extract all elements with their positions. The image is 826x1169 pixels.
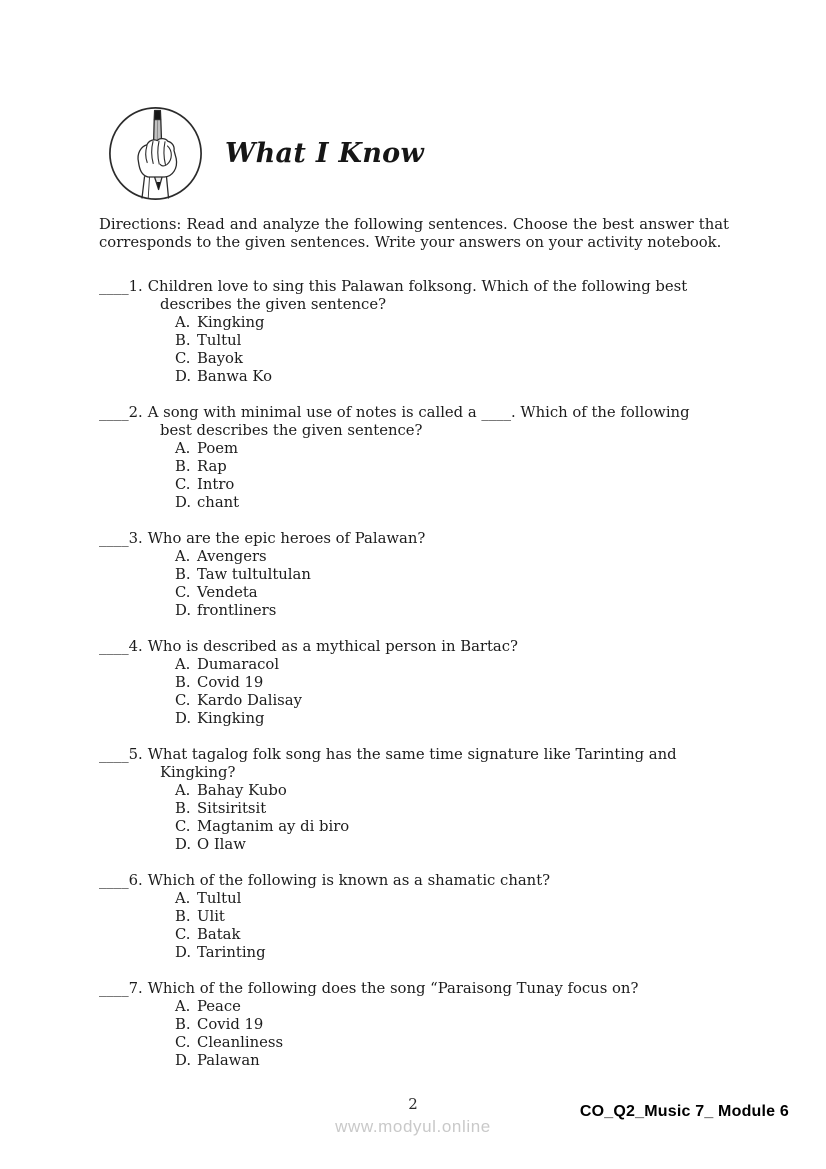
question-number: 5. [128,746,143,763]
option-letter: C. [175,692,191,709]
question-item [99,872,729,962]
option-row [99,944,729,962]
option-row [99,458,729,476]
question-text: Who are the epic heroes of Palawan? [147,530,426,547]
options-list [99,998,729,1070]
option-letter: D. [175,368,192,385]
option-text: Tarinting [197,944,266,961]
option-row [99,656,729,674]
options-list [99,548,729,620]
hand-pencil-graphic [108,106,203,201]
option-letter: B. [175,1016,191,1033]
option-row [99,692,729,710]
options-list [99,782,729,854]
page-number: 2 [408,1095,418,1113]
question-first-line [99,530,729,548]
option-row [99,350,729,368]
answer-blank: ____ [99,278,129,295]
option-row [99,476,729,494]
option-text: Bayok [197,350,243,367]
option-letter: A. [175,548,191,565]
question-first-line [99,746,729,764]
option-row [99,818,729,836]
option-text: Covid 19 [197,1016,264,1033]
option-text: Vendeta [197,584,258,601]
option-letter: D. [175,836,192,853]
option-row [99,332,729,350]
option-letter: C. [175,350,191,367]
options-list [99,656,729,728]
option-row [99,1052,729,1070]
option-letter: A. [175,998,191,1015]
question-first-line [99,872,729,890]
answer-blank: ____ [99,872,129,889]
directions-text-line2: corresponds to the given sentences. Write your answers on your activity notebook. [99,234,722,251]
option-text: Rap [197,458,227,475]
question-number: 2. [128,404,143,421]
option-letter: A. [175,782,191,799]
option-row [99,494,729,512]
option-letter: A. [175,314,191,331]
option-text: Banwa Ko [197,368,272,385]
question-text: Who is described as a mythical person in Bartac? [147,638,518,655]
option-text: Tultul [197,890,242,907]
option-row [99,800,729,818]
option-letter: C. [175,584,191,601]
option-text: Batak [197,926,241,943]
option-letter: B. [175,332,191,349]
option-text: Palawan [197,1052,260,1069]
options-list [99,890,729,962]
option-letter: D. [175,944,192,961]
option-letter: D. [175,710,192,727]
option-text: Covid 19 [197,674,264,691]
option-row [99,674,729,692]
option-row [99,710,729,728]
option-row [99,998,729,1016]
directions-text-line1: Directions: Read and analyze the following sentences. Choose the best answer that [99,216,729,233]
option-row [99,890,729,908]
answer-blank: ____ [99,638,129,655]
answer-blank: ____ [99,404,129,421]
option-letter: D. [175,1052,192,1069]
option-row [99,314,729,332]
option-letter: A. [175,890,191,907]
question-number: 4. [128,638,143,655]
option-text: Magtanim ay di biro [197,818,350,835]
module-label: CO_Q2_Music 7_ Module 6 [579,1103,789,1120]
question-first-line [99,278,729,296]
option-letter: B. [175,800,191,817]
question-first-line [99,980,729,998]
option-text: Kingking [197,710,265,727]
question-number: 3. [128,530,143,547]
option-letter: B. [175,908,191,925]
question-text: Which of the following does the song “Paraisong Tunay focus on? [147,980,639,997]
option-row [99,926,729,944]
option-text: Ulit [197,908,225,925]
question-item [99,404,729,512]
question-number: 6. [128,872,143,889]
option-letter: A. [175,440,191,457]
option-letter: C. [175,476,191,493]
watermark-url: www.modyul.online [335,1117,491,1136]
questions-list [99,278,729,1088]
question-number: 1. [128,278,143,295]
hand-writing-pencil-icon [108,106,203,201]
option-text: O Ilaw [197,836,246,853]
question-item [99,638,729,728]
question-text: Children love to sing this Palawan folksong. Which of the following best [147,278,688,295]
option-row [99,368,729,386]
question-text-continued: best describes the given sentence? [160,422,423,439]
question-text: Which of the following is known as a shamatic chant? [147,872,551,889]
answer-blank: ____ [99,530,129,547]
section-title: What I Know [225,138,424,169]
question-text-continued: Kingking? [160,764,236,781]
option-row [99,1034,729,1052]
option-text: Peace [197,998,241,1015]
question-text-continued: describes the given sentence? [160,296,387,313]
option-row [99,566,729,584]
option-letter: B. [175,566,191,583]
option-row [99,782,729,800]
question-number: 7. [128,980,143,997]
question-text: What tagalog folk song has the same time signature like Tarinting and [147,746,677,763]
option-letter: C. [175,818,191,835]
option-row [99,602,729,620]
option-letter: A. [175,656,191,673]
question-text: A song with minimal use of notes is called a ____. Which of the following [147,404,690,421]
question-first-line [99,404,729,422]
answer-blank: ____ [99,746,129,763]
option-text: Sitsiritsit [197,800,267,817]
option-text: Avengers [197,548,267,565]
option-letter: C. [175,1034,191,1051]
option-text: chant [197,494,240,511]
option-letter: B. [175,458,191,475]
question-first-line [99,638,729,656]
option-text: Poem [197,440,239,457]
option-letter: C. [175,926,191,943]
option-text: Taw tultultulan [197,566,311,583]
section-header [108,106,424,201]
option-text: Kingking [197,314,265,331]
directions-block [99,216,729,252]
option-row [99,584,729,602]
question-item [99,980,729,1070]
option-text: Cleanliness [197,1034,284,1051]
option-text: Tultul [197,332,242,349]
options-list [99,314,729,386]
options-list [99,440,729,512]
question-item [99,746,729,854]
option-text: Kardo Dalisay [197,692,302,709]
option-row [99,1016,729,1034]
answer-blank: ____ [99,980,129,997]
option-row [99,836,729,854]
option-row [99,440,729,458]
option-letter: B. [175,674,191,691]
option-text: Bahay Kubo [197,782,287,799]
option-text: frontliners [197,602,277,619]
option-letter: D. [175,494,192,511]
option-text: Intro [197,476,235,493]
question-item [99,278,729,386]
option-letter: D. [175,602,192,619]
option-row [99,548,729,566]
option-row [99,908,729,926]
question-item [99,530,729,620]
option-text: Dumaracol [197,656,280,673]
